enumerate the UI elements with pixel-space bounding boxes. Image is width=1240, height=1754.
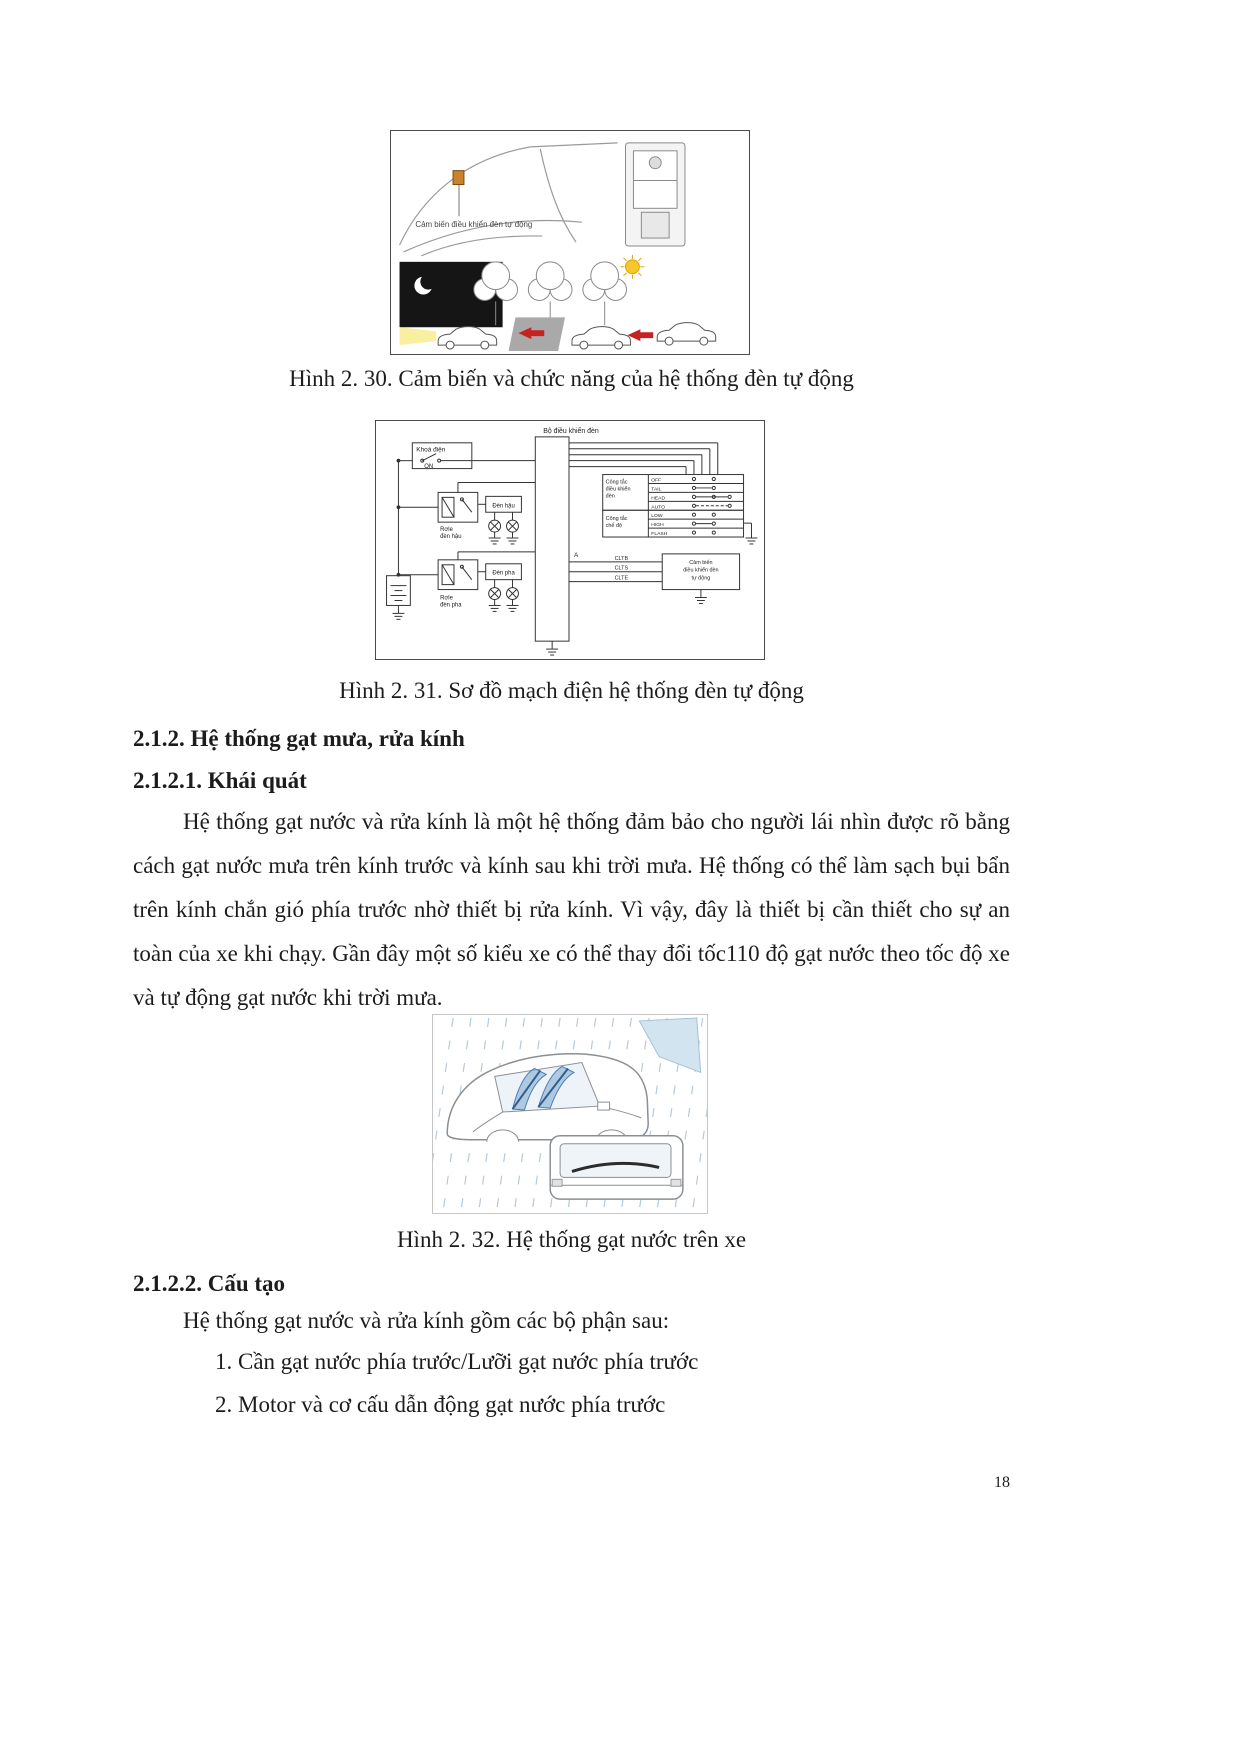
- car-day: [657, 323, 715, 345]
- headlight-beam: [400, 327, 437, 345]
- light-switch-label-2: điều khiển: [605, 486, 631, 493]
- terminal-a-label: A: [573, 551, 579, 559]
- paragraph-components-intro: Hệ thống gạt nước và rửa kính gồm các bộ phận sau:: [183, 1308, 670, 1333]
- tail-relay-label-2: đèn hậu: [440, 534, 462, 541]
- rear-window: [560, 1144, 671, 1178]
- mode-switch-label-1: Công tắc: [605, 516, 628, 523]
- tail-light: [671, 1179, 681, 1186]
- heading-2-1-2-1: 2.1.2.1. Khái quát: [133, 768, 307, 793]
- list-item: 1. Cần gạt nước phía trước/Lưỡi gạt nước phía trước: [215, 1349, 699, 1374]
- car-front-view: [447, 1054, 648, 1142]
- circuit-labels: [416, 426, 718, 609]
- list-item: 2. Motor và cơ cấu dẫn động gạt nước phía trước: [215, 1392, 666, 1417]
- tail-relay-label-1: Rơle: [440, 527, 453, 534]
- switch-flash-label: FLASH: [651, 532, 668, 538]
- car-night: [438, 327, 496, 349]
- switch-low-label: LOW: [651, 514, 663, 520]
- side-mirror: [598, 1102, 610, 1110]
- switch-tail-label: TAIL: [651, 487, 662, 493]
- car-interior-sketch: [400, 143, 618, 256]
- clte-label: CLTE: [614, 575, 629, 582]
- wiper-system-drawing: [433, 1015, 707, 1213]
- head-relay-label-2: đèn pha: [440, 602, 462, 609]
- light-switch-label-1: Công tắc: [605, 479, 628, 486]
- circuit-wiring: [387, 437, 758, 655]
- red-arrow-icon: [627, 329, 653, 341]
- car-dusk: [572, 327, 630, 349]
- clts-label: CLTS: [614, 565, 629, 572]
- heading-2-1-2-2: 2.1.2.2. Cấu tạo: [133, 1271, 286, 1296]
- sensor-icon: [453, 171, 464, 185]
- head-relay-label-1: Rơle: [440, 595, 453, 602]
- figure-caption-30: Hình 2. 30. Cảm biến và chức năng của hệ thống đèn tự động: [289, 366, 854, 391]
- sun-icon: [621, 255, 645, 279]
- sensor-label: Cảm biến điều khiển đèn tự động: [415, 220, 533, 230]
- sensor-box-label-3: tự động: [691, 575, 711, 582]
- light-switch-label-3: đèn: [605, 493, 615, 500]
- figure-wiper-system: [432, 1014, 708, 1214]
- figure-auto-light-sensor: [390, 130, 750, 355]
- figure-caption-32: Hình 2. 32. Hệ thống gạt nước trên xe: [396, 1227, 747, 1252]
- page-number: 18: [994, 1474, 1010, 1491]
- cltb-label: CLTB: [614, 555, 629, 562]
- heading-2-1-2: 2.1.2. Hệ thống gạt mưa, rửa kính: [133, 726, 465, 751]
- switch-high-label: HIGH: [651, 523, 664, 529]
- on-label: ON: [424, 464, 434, 471]
- switch-off-label: OFF: [651, 478, 662, 484]
- night-day-scene: [400, 255, 716, 351]
- auto-light-circuit-drawing: [376, 421, 764, 659]
- figure-auto-light-circuit: [375, 420, 765, 660]
- figure-caption-31: Hình 2. 31. Sơ đồ mạch điện hệ thống đèn tự động: [339, 678, 804, 703]
- glass-pane: [639, 1018, 700, 1072]
- auto-light-sensor-drawing: [391, 131, 749, 354]
- switch-auto-label: AUTO: [651, 505, 665, 511]
- controller-label: Bộ điều khiển đèn: [543, 427, 599, 435]
- paragraph-wiper-overview: Hệ thống gạt nước và rửa kính là một hệ thống đảm bảo cho người lái nhìn được rõ bằng cách gạt nước mưa trên kính trước và kính sau khi trời mưa. Hệ thống có thể làm sạch bụi bẩn trên kính chắn gió phía trước nhờ thiết bị rửa kính. Vì vậy, đây là thiết bị cần thiết cho sự an toàn của xe khi chạy. Gần đây một số kiểu xe có thể thay đổi tốc110 độ gạt nước theo tốc độ xe và tự động gạt nước khi trời mưa.: [133, 809, 1010, 1010]
- sensor-unit-component: [626, 143, 685, 246]
- tail-light: [552, 1179, 562, 1186]
- switch-head-label: HEAD: [651, 496, 666, 502]
- tail-lamp-label: Đèn hậu: [492, 503, 515, 510]
- ignition-label: Khoá điện: [416, 446, 446, 454]
- mode-switch-label-2: chế độ: [605, 523, 623, 530]
- sensor-box-label-1: Cảm biến: [689, 559, 713, 566]
- head-lamp-label: Đèn pha: [492, 570, 515, 577]
- sensor-box-label-2: điều khiển đèn: [683, 567, 719, 574]
- car-rear-view: [550, 1136, 683, 1199]
